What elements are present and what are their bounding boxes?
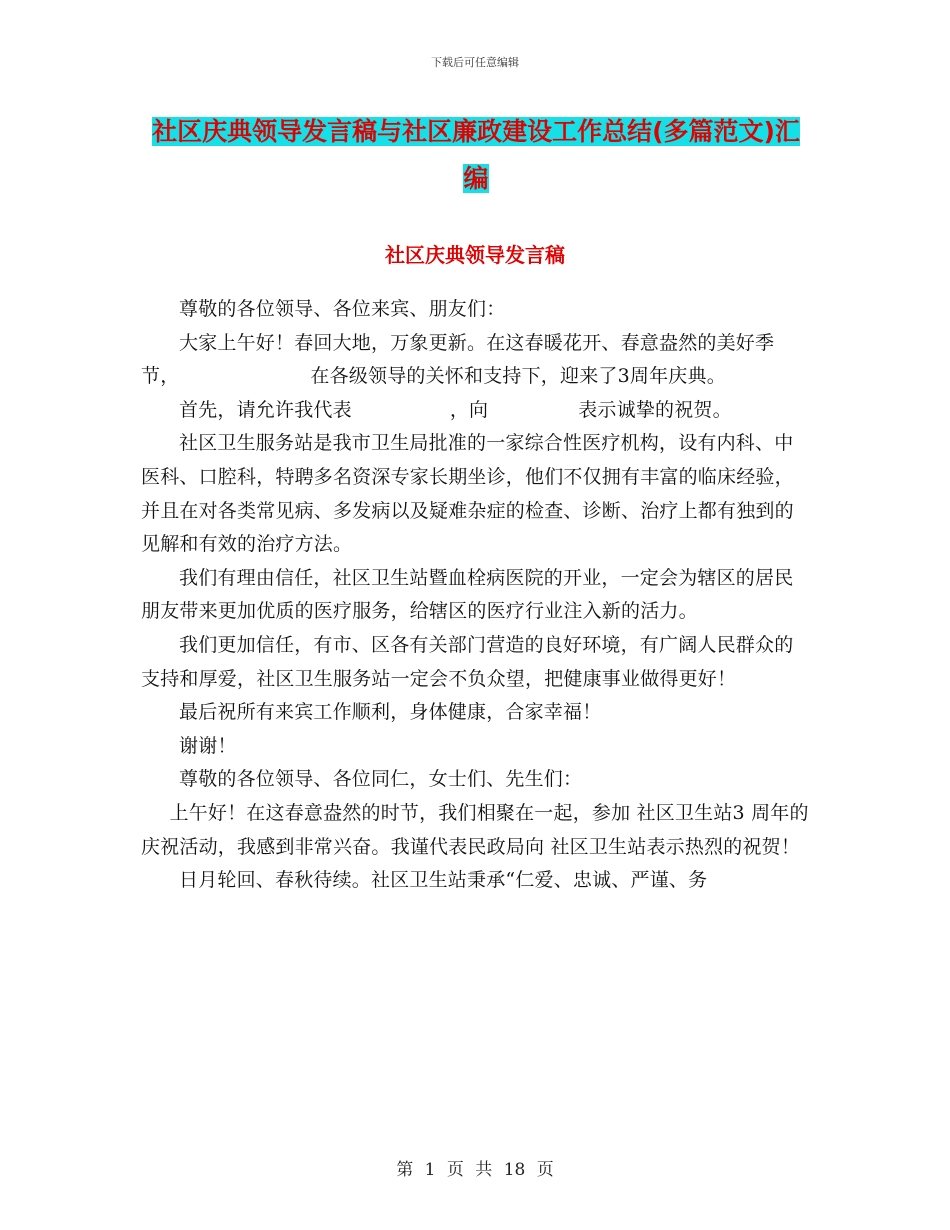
paragraph-congrats-part3: 表示诚挚的祝贺。 <box>578 398 732 421</box>
paragraph-more-trust: 我们更加信任，有市、区各有关部门营造的良好环境，有广阔人民群众的支持和厚爱，社区卫生服务站一定会不负众望，把健康事业做得更好！ <box>141 633 794 690</box>
paragraph-congrats-part1: 首先，请允许我代表 <box>179 398 352 421</box>
paragraph-greeting-part2: 在各级领导的关怀和支持下，迎来了3周年庆典。 <box>310 365 726 388</box>
document-body <box>141 293 809 898</box>
paragraph-congrats <box>141 394 809 428</box>
paragraph-salutation-2: 尊敬的各位领导、各位同仁，女士们、先生们： <box>179 768 583 791</box>
paragraph-continued: 日月轮回、春秋待续。社区卫生站秉承“仁爱、忠诚、严谨、务 <box>179 869 708 892</box>
paragraph-greeting-part1: 大家上午好！春回大地，万象更新。在这春暖花开、春意盎然的美好季节， <box>141 331 775 388</box>
page-number: 第 1 页 共 18 页 <box>396 1160 554 1180</box>
document-title-highlight: 社区庆典领导发言稿与社区廉政建设工作总结(多篇范文)汇编 <box>152 117 800 193</box>
paragraph-wishes: 最后祝所有来宾工作顺利，身体健康，合家幸福！ <box>179 701 602 724</box>
document-title <box>140 108 812 202</box>
paragraph-salutation: 尊敬的各位领导、各位来宾、朋友们： <box>179 298 506 320</box>
page-header-note: 下载后可任意编辑 <box>431 56 519 69</box>
paragraph-greeting-2: 上午好！在这春意盎然的时节，我们相聚在一起，参加 社区卫生站3 周年的庆祝活动，我感到非常兴奋。我谨代表民政局向 社区卫生站表示热烈的祝贺！ <box>141 801 809 858</box>
paragraph-greeting <box>141 327 809 394</box>
paragraph-congrats-part2: ，向 <box>449 398 489 421</box>
section-title: 社区庆典领导发言稿 <box>385 243 565 267</box>
paragraph-intro: 社区卫生服务站是我市卫生局批准的一家综合性医疗机构，设有内科、中医科、口腔科，特聘多名资深专家长期坐诊，他们不仅拥有丰富的临床经验，并且在对各类常见病、多发病以及疑难杂症的检查、诊断、治疗上都有独到的见解和有效的治疗方法。 <box>141 432 794 556</box>
paragraph-thanks: 谢谢！ <box>179 734 237 757</box>
paragraph-trust: 我们有理由信任，社区卫生站暨血栓病医院的开业，一定会为辖区的居民朋友带来更加优质的医疗服务，给辖区的医疗行业注入新的活力。 <box>141 566 794 623</box>
